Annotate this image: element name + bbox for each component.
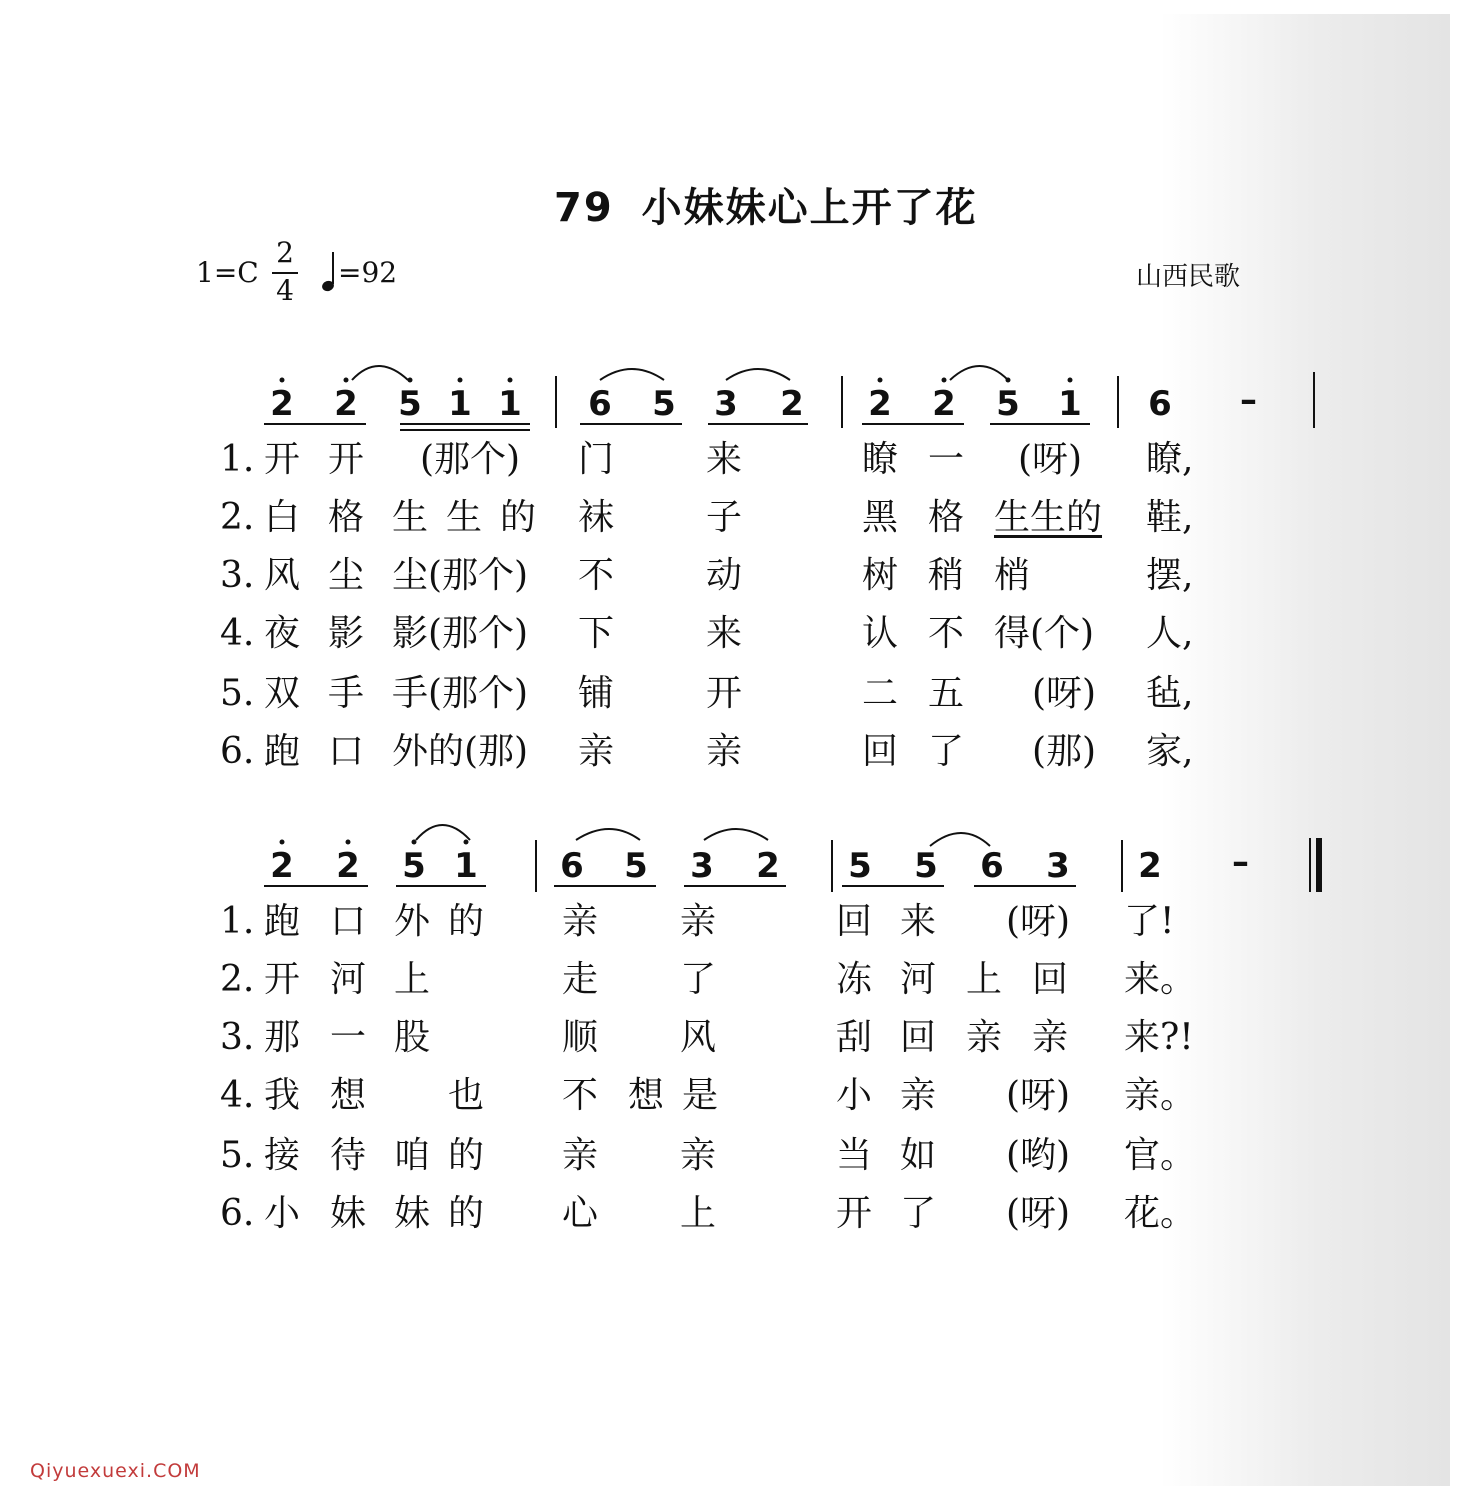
- note: 3: [714, 384, 738, 424]
- note: 2: [756, 846, 780, 886]
- lyric: 的: [448, 901, 485, 942]
- verse-number: 1.: [220, 901, 255, 942]
- lyric: 毡,: [1146, 673, 1194, 714]
- lyric: 亲: [562, 901, 599, 942]
- lyric: 袜: [578, 497, 615, 538]
- lyric: 手: [328, 673, 365, 714]
- lyric: 一: [928, 439, 965, 480]
- lyric: (呀): [1018, 439, 1083, 480]
- lyric: 心: [562, 1193, 599, 1234]
- lyric: 外的(那): [392, 731, 529, 772]
- verse-number: 5.: [220, 1135, 255, 1176]
- lyric: (呀): [1006, 1075, 1071, 1116]
- note: 3: [1046, 846, 1070, 886]
- song-name: 小妹妹心上开了花: [641, 185, 978, 231]
- note: 1: [498, 384, 522, 424]
- lyric: 了: [680, 959, 717, 1000]
- lyric: 瞭,: [1146, 439, 1194, 480]
- lyric: 二: [862, 673, 899, 714]
- lyric-underlined: 生生的: [994, 497, 1103, 538]
- lyric: 也: [448, 1075, 485, 1116]
- lyric: 树: [862, 555, 899, 596]
- sustain-dash: –: [1232, 842, 1249, 882]
- lyric: 亲。: [1124, 1075, 1197, 1116]
- lyric: 稍: [928, 555, 965, 596]
- note: 3: [690, 846, 714, 886]
- lyric: 五: [928, 673, 965, 714]
- note: 2: [780, 384, 804, 424]
- note: 5: [996, 384, 1020, 424]
- lyric: 格: [328, 497, 365, 538]
- lyric: 回: [1032, 959, 1069, 1000]
- note: 6: [1148, 384, 1172, 424]
- verse-number: 3.: [220, 555, 255, 596]
- lyric: 人,: [1146, 613, 1194, 654]
- lyric: 回: [836, 901, 873, 942]
- lyric: 来: [706, 613, 743, 654]
- lyric: 接: [264, 1135, 301, 1176]
- note: 6: [980, 846, 1004, 886]
- lyric: 刮: [836, 1017, 873, 1058]
- lyric: 如: [900, 1135, 937, 1176]
- verse-number: 4.: [220, 1075, 255, 1116]
- lyric: (呀): [1006, 901, 1071, 942]
- lyric: 河: [330, 959, 367, 1000]
- lyric: 子: [706, 497, 743, 538]
- lyric: 的: [448, 1135, 485, 1176]
- lyric: 格: [928, 497, 965, 538]
- lyric: 待: [330, 1135, 367, 1176]
- note: 1: [1058, 384, 1082, 424]
- lyric: 来?!: [1124, 1017, 1194, 1058]
- lyric: 河: [900, 959, 937, 1000]
- lyric: 跑: [264, 901, 301, 942]
- lyric: 影: [328, 613, 365, 654]
- lyric: 亲: [1032, 1017, 1069, 1058]
- lyric: 梢: [994, 555, 1031, 596]
- lyric: 来: [900, 901, 937, 942]
- lyric: 亲: [966, 1017, 1003, 1058]
- lyric: 外: [394, 901, 431, 942]
- lyric: 妹: [330, 1193, 367, 1234]
- lyric: 咱: [394, 1135, 431, 1176]
- note: 6: [560, 846, 584, 886]
- lyric: 了: [900, 1193, 937, 1234]
- lyric: 鞋,: [1146, 497, 1194, 538]
- lyric: 想: [628, 1075, 665, 1116]
- lyric: 想: [330, 1075, 367, 1116]
- lyric: (那): [1032, 731, 1097, 772]
- lyric: 当: [836, 1135, 873, 1176]
- lyric: 亲: [680, 1135, 717, 1176]
- lyric: 口: [330, 901, 367, 942]
- barlines: [536, 372, 1314, 892]
- key-signature: 1=C: [196, 256, 259, 289]
- verse-number: 2.: [220, 959, 255, 1000]
- note: 2: [336, 846, 360, 886]
- sustain-dash: –: [1240, 380, 1257, 420]
- lyric: 得(个): [994, 613, 1095, 654]
- lyric: 小: [264, 1193, 301, 1234]
- note: 2: [334, 384, 358, 424]
- lyric: 顺: [562, 1017, 599, 1058]
- song-number: 79: [554, 185, 614, 231]
- lyric: (呀): [1006, 1193, 1071, 1234]
- lyric: 不: [562, 1075, 599, 1116]
- lyric: 手(那个): [392, 673, 529, 714]
- lyric: 影(那个): [392, 613, 529, 654]
- lyric: 花。: [1124, 1193, 1197, 1234]
- lyric: 动: [706, 555, 743, 596]
- time-top: 2: [276, 236, 294, 269]
- note: 2: [868, 384, 892, 424]
- lyric: 一: [330, 1017, 367, 1058]
- lyric: 妹: [394, 1193, 431, 1234]
- note: 5: [402, 846, 426, 886]
- note: 5: [652, 384, 676, 424]
- lyric: 口: [328, 731, 365, 772]
- verse-number: 4.: [220, 613, 255, 654]
- lyric: 生: [392, 497, 429, 538]
- lyric: 小: [836, 1075, 873, 1116]
- note: 5: [914, 846, 938, 886]
- note: 2: [1138, 846, 1162, 886]
- note: 2: [270, 846, 294, 886]
- lyric: 亲: [562, 1135, 599, 1176]
- verse-number: 5.: [220, 673, 255, 714]
- lyric: (呀): [1032, 673, 1097, 714]
- lyric: 瞭: [862, 439, 899, 480]
- lyric: 认: [862, 613, 899, 654]
- lyric: (哟): [1006, 1135, 1071, 1176]
- lyric: 上: [966, 959, 1003, 1000]
- lyric: 下: [578, 613, 615, 654]
- lyric: 生: [446, 497, 483, 538]
- verse-number: 6.: [220, 731, 255, 772]
- lyric: 铺: [578, 673, 615, 714]
- lyric: 门: [578, 439, 615, 480]
- final-barline: [1316, 838, 1322, 892]
- note: 1: [454, 846, 478, 886]
- lyric: 开: [836, 1193, 873, 1234]
- lyric: 家,: [1146, 731, 1194, 772]
- note: 1: [448, 384, 472, 424]
- lyric: 黑: [862, 497, 899, 538]
- lyric: 白: [264, 497, 301, 538]
- lyric: 尘(那个): [392, 555, 529, 596]
- lyric: 回: [900, 1017, 937, 1058]
- lyric: 股: [394, 1017, 431, 1058]
- lyric: 开: [706, 673, 743, 714]
- lyric: 摆,: [1146, 555, 1194, 596]
- lyric: 的: [448, 1193, 485, 1234]
- lyric: 了: [928, 731, 965, 772]
- lyric: 上: [394, 959, 431, 1000]
- lyric: 双: [264, 673, 301, 714]
- verse-number: 6.: [220, 1193, 255, 1234]
- lyric: 不: [578, 555, 615, 596]
- lyric: 开: [328, 439, 365, 480]
- lyric: 开: [264, 959, 301, 1000]
- lyric: 的: [500, 497, 537, 538]
- note: 5: [848, 846, 872, 886]
- note: 5: [398, 384, 422, 424]
- lyric: 跑: [264, 731, 301, 772]
- verse-number: 2.: [220, 497, 255, 538]
- note: 6: [588, 384, 612, 424]
- beam-underlines: [264, 424, 1090, 886]
- verse-number: 1.: [220, 439, 255, 480]
- lyric: 来: [706, 439, 743, 480]
- lyric: 上: [680, 1193, 717, 1234]
- lyric: 尘: [328, 555, 365, 596]
- lyric: (那个): [420, 439, 521, 480]
- lyric: 亲: [706, 731, 743, 772]
- lyric: 风: [264, 555, 301, 596]
- lyric: 不: [928, 613, 965, 654]
- song-origin: 山西民歌: [1136, 262, 1241, 292]
- note: 2: [932, 384, 956, 424]
- lyric: 那: [264, 1017, 301, 1058]
- lyric: 来。: [1124, 959, 1197, 1000]
- lyric: 我: [264, 1075, 301, 1116]
- lyric: 冻: [836, 959, 873, 1000]
- lyric: 亲: [900, 1075, 937, 1116]
- lyric: 开: [264, 439, 301, 480]
- lyric: 亲: [578, 731, 615, 772]
- lyric: 回: [862, 731, 899, 772]
- lyric: 是: [682, 1075, 719, 1116]
- lyric: 了!: [1124, 901, 1175, 942]
- note: 2: [270, 384, 294, 424]
- verse-number: 3.: [220, 1017, 255, 1058]
- tempo-marking: =92: [338, 256, 398, 289]
- lyric: 官。: [1124, 1135, 1197, 1176]
- note: 5: [624, 846, 648, 886]
- lyric: 风: [680, 1017, 717, 1058]
- lyric: 亲: [680, 901, 717, 942]
- lyric: 夜: [264, 613, 301, 654]
- lyric: 走: [562, 959, 599, 1000]
- site-watermark: Qiyuexuexi.COM: [30, 1460, 201, 1482]
- time-bottom: 4: [276, 274, 294, 307]
